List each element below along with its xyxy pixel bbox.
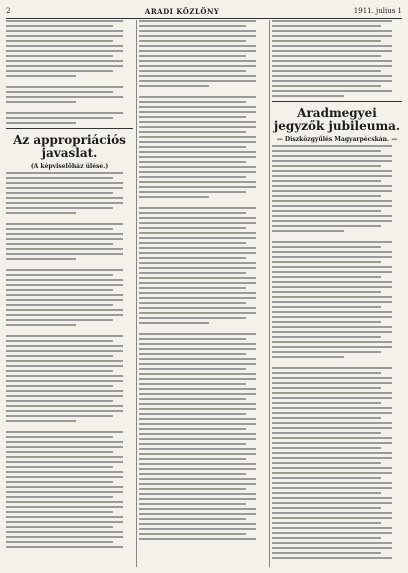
- page-header: [6, 4, 402, 19]
- text-block: [139, 20, 266, 540]
- section-rule: [272, 101, 402, 102]
- column-divider: [269, 20, 270, 567]
- article-subheading: — Díszközgyűlés Magyarpécskán. —: [276, 136, 398, 143]
- text-block: [272, 20, 402, 97]
- article-heading: Aradmegyei jegyzők jubileuma.: [273, 106, 401, 133]
- text-block: [272, 145, 402, 559]
- newspaper-title: ARADI KÖZLÖNY: [144, 6, 220, 16]
- issue-date: 1911. julius 1: [353, 7, 402, 15]
- column-right: [272, 20, 402, 567]
- text-block: [6, 20, 133, 124]
- page-number: 2: [6, 7, 11, 15]
- text-block: [6, 172, 133, 548]
- section-rule: [6, 128, 133, 129]
- column-left: [6, 20, 133, 567]
- column-divider: [136, 20, 137, 567]
- article-subheading: (A képviselőház ülése.): [30, 163, 109, 170]
- article-heading: Az appropriációs javaslat.: [13, 133, 126, 160]
- column-middle: [139, 20, 266, 567]
